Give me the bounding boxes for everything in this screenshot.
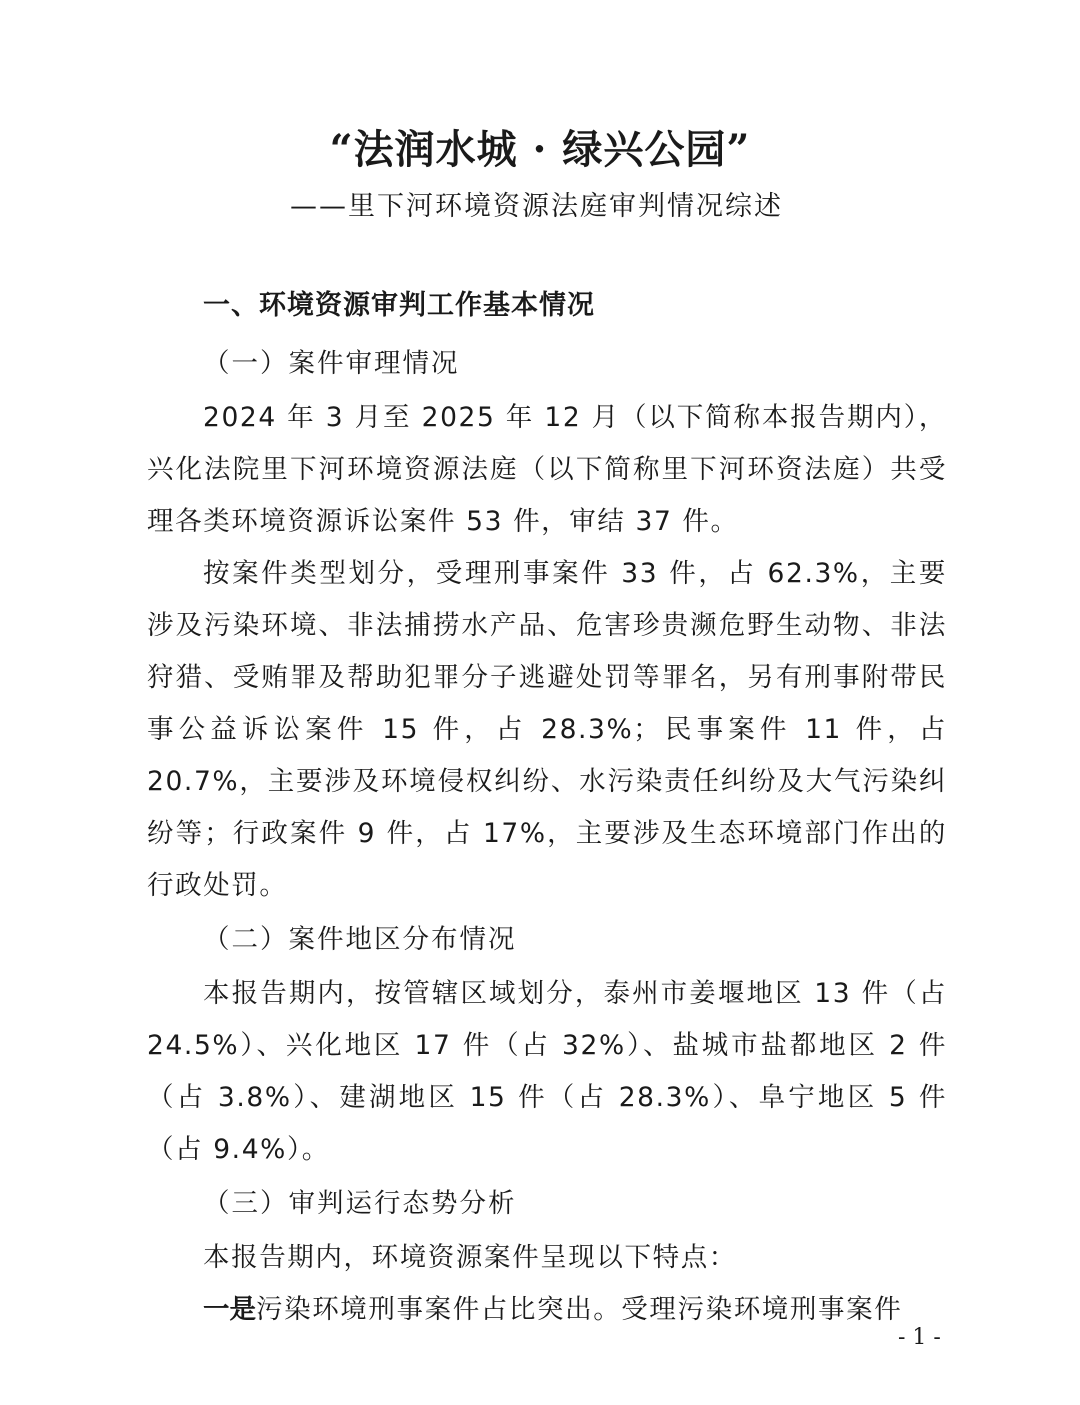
paragraph-lead-marker: 一是 — [203, 1294, 256, 1325]
section-heading-1: 一、环境资源审判工作基本情况 — [203, 290, 595, 321]
subsection-heading-2: （二）案件地区分布情况 — [203, 924, 517, 955]
paragraph-case-overview: 2024 年 3 月至 2025 年 12 月（以下简称本报告期内），兴化法院里下河环境资源法庭（以下简称里下河环资法庭）共受理各类环境资源诉讼案件 53 件，审结 37 件。 — [147, 402, 947, 537]
paragraph-trend-point-1-text: 污染环境刑事案件占比突出。受理污染环境刑事案件 — [256, 1294, 903, 1325]
paragraph-case-types: 按案件类型划分，受理刑事案件 33 件，占 62.3%，主要涉及污染环境、非法捕捞水产品、危害珍贵濒危野生动物、非法狩猎、受贿罪及帮助犯罪分子逃避处罚等罪名，另有刑事附带民事公益诉讼案件 15 件，占 28.3%；民事案件 11 件，占 20.7%，主要涉及环境侵权纠纷、水污染责任纠纷及大气污染纠纷等；行政案件 9 件，占 17%，主要涉及生态环境部门作出的行政处罚。 — [147, 558, 947, 901]
paragraph-trend-intro: 本报告期内，环境资源案件呈现以下特点： — [203, 1242, 737, 1273]
document-body — [147, 280, 947, 1336]
subsection-heading-1: （一）案件审理情况 — [203, 348, 460, 379]
document-subtitle: ——里下河环境资源法庭审判情况综述 — [290, 191, 783, 222]
paragraph-trend-point-1 — [147, 1284, 947, 1336]
subsection-heading-3: （三）审判运行态势分析 — [203, 1188, 517, 1219]
paragraph-region-distribution: 本报告期内，按管辖区域划分，泰州市姜堰地区 13 件（占 24.5%）、兴化地区 17 件（占 32%）、盐城市盐都地区 2 件（占 3.8%）、建湖地区 15 件（占 28.3%）、阜宁地区 5 件（占 9.4%）。 — [147, 978, 947, 1165]
page-number: - 1 - — [898, 1325, 941, 1350]
document-title: “法润水城 · 绿兴公园” — [329, 126, 751, 173]
